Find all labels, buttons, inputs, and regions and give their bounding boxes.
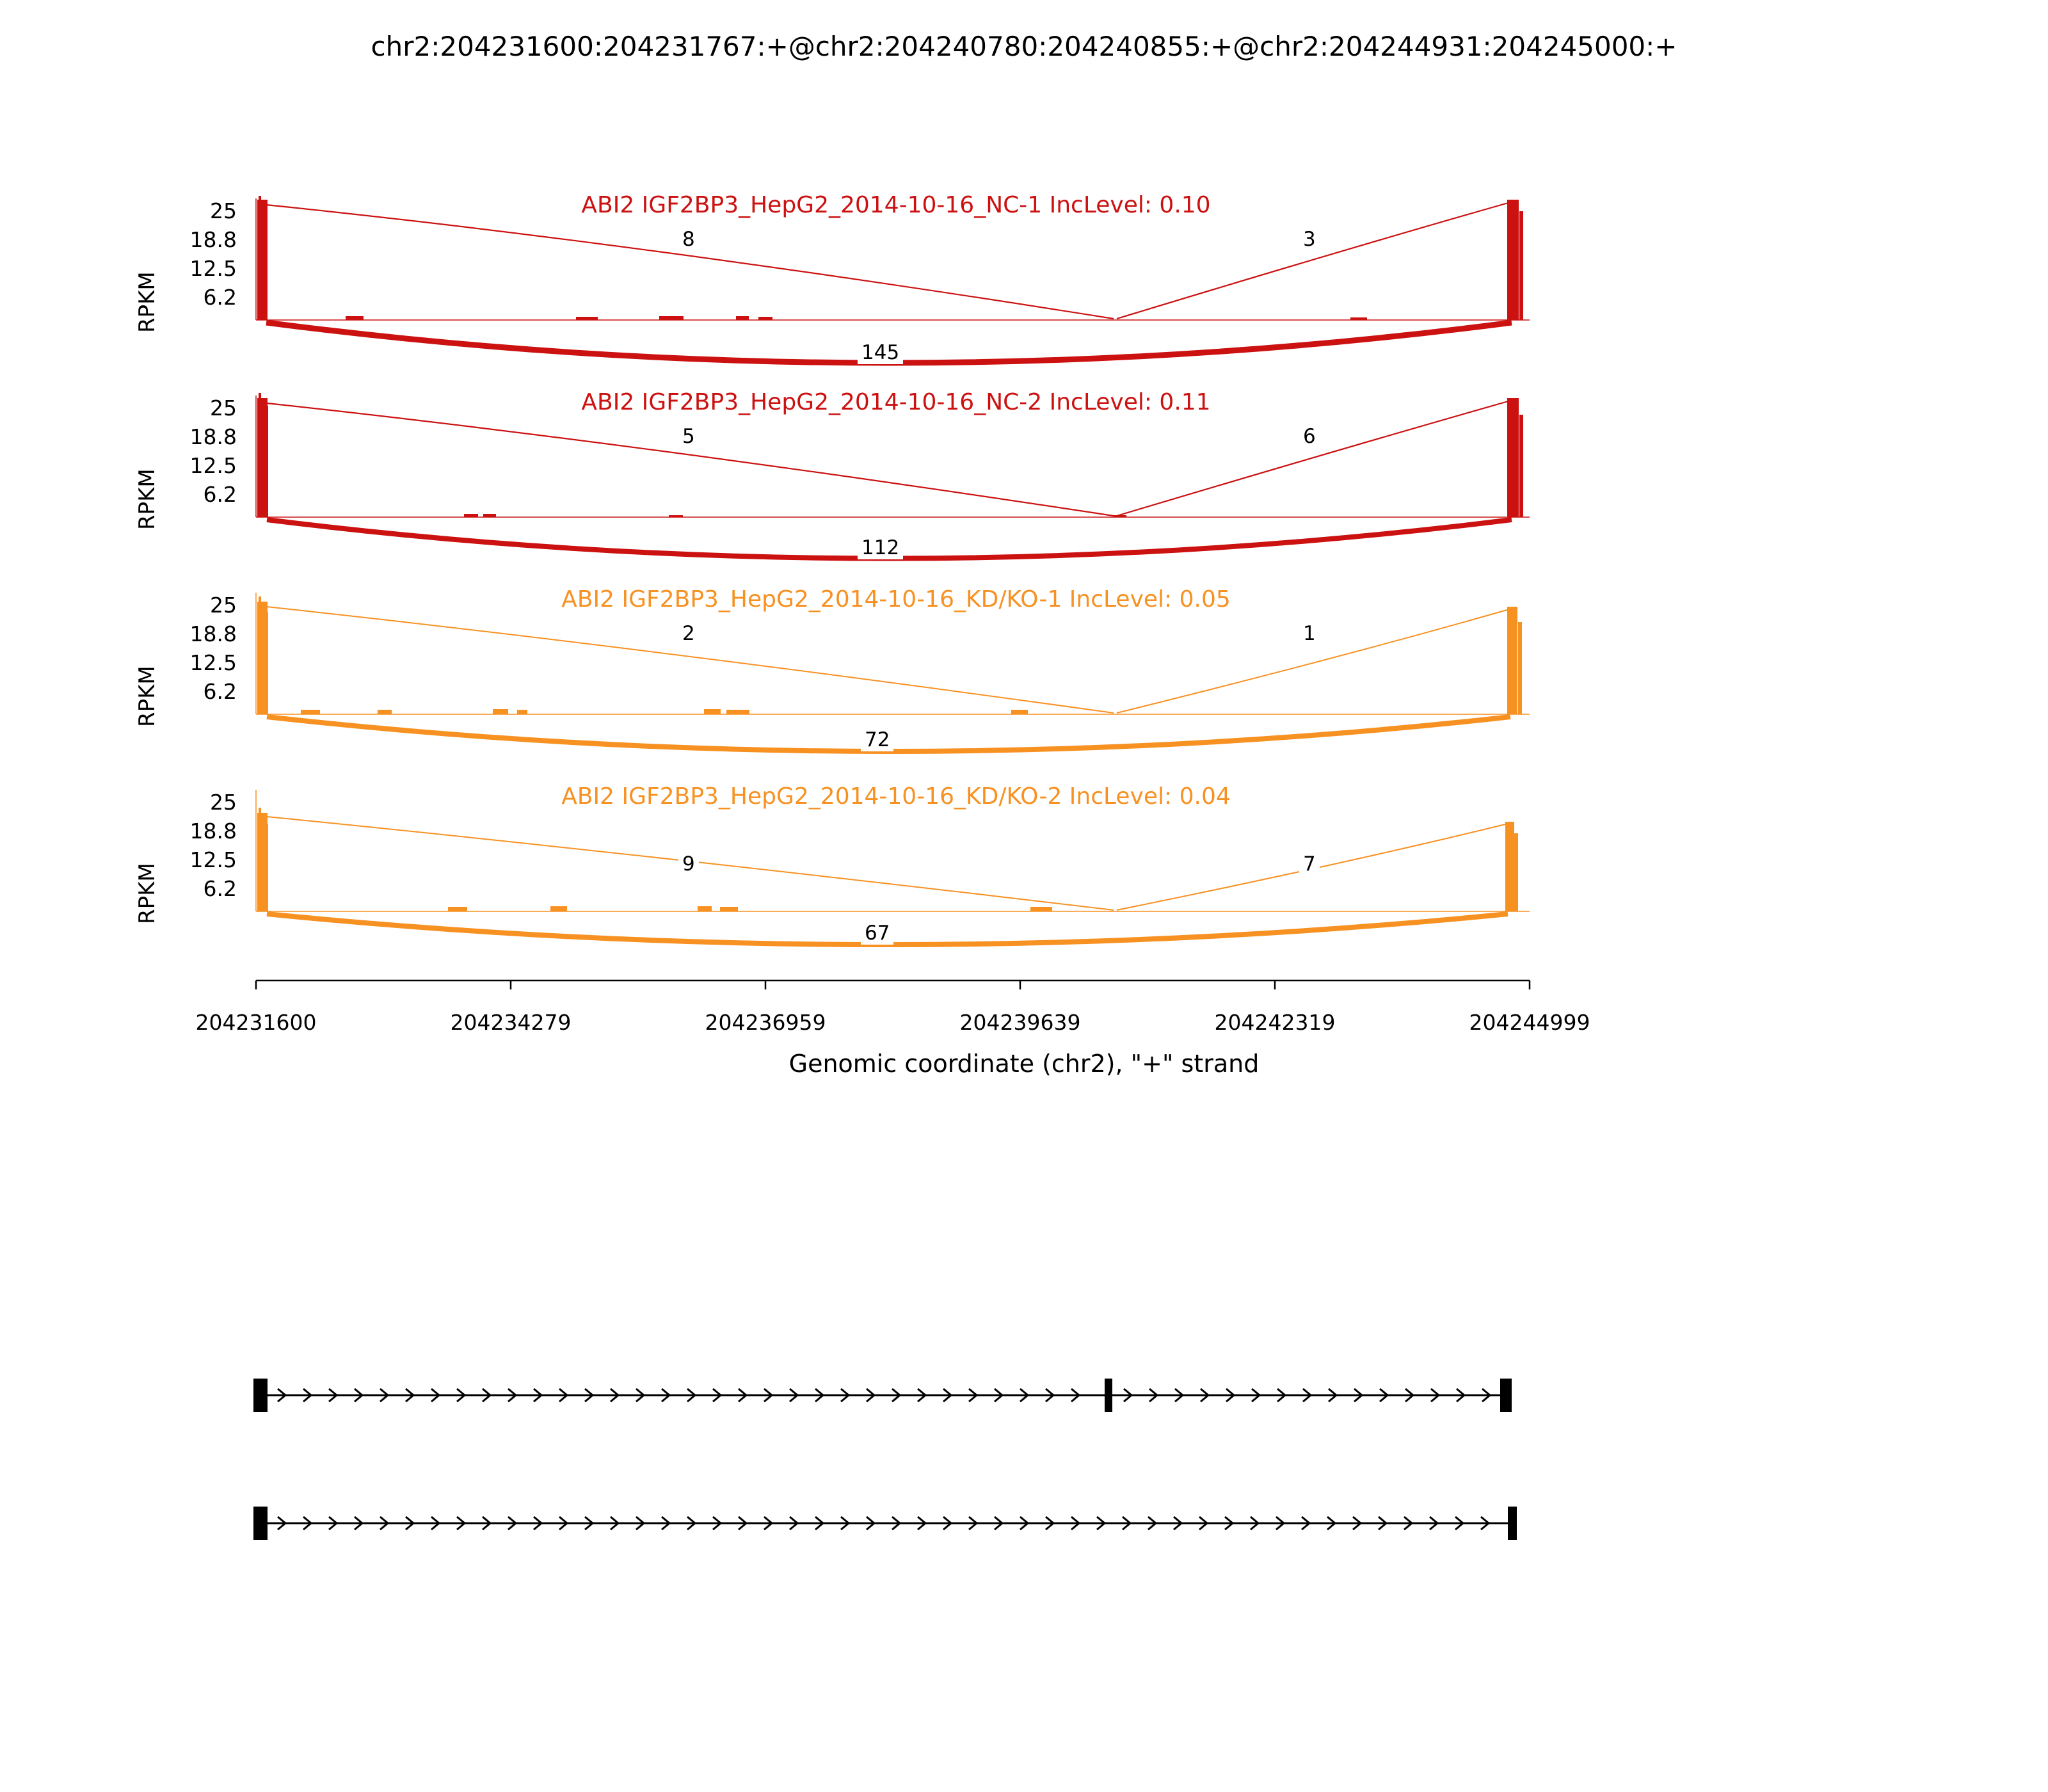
sashimi-plot-nc-2 xyxy=(0,389,2048,581)
y-axis-label-kd-2: RPKM xyxy=(134,863,160,924)
y-tick-18-8-kd-1: 18.8 xyxy=(189,621,237,646)
junction-count-kd-2-a: 9 xyxy=(678,852,699,876)
x-axis-label: Genomic coordinate (chr2), "+" strand xyxy=(788,1050,1260,1078)
x-axis-line xyxy=(0,978,2048,1004)
junction-count-nc-2-b: 6 xyxy=(1299,425,1320,448)
y-axis-label-nc-1: RPKM xyxy=(134,271,160,333)
panel-title-nc-1: ABI2 IGF2BP3_HepG2_2014-10-16_NC-1 IncLevel: 0.10 xyxy=(581,192,1211,218)
y-tick-6-2-nc-2: 6.2 xyxy=(203,482,237,507)
y-tick-12-5-kd-1: 12.5 xyxy=(189,650,237,675)
y-tick-18-8-kd-2: 18.8 xyxy=(189,819,237,844)
junction-count-kd-1-b: 1 xyxy=(1299,622,1320,645)
panel-title-kd-2: ABI2 IGF2BP3_HepG2_2014-10-16_KD/KO-2 IncLevel: 0.04 xyxy=(561,783,1231,810)
x-tick-1: 204234279 xyxy=(450,1010,572,1035)
y-tick-6-2-kd-1: 6.2 xyxy=(203,679,237,704)
transcript-skipping xyxy=(0,1498,2048,1549)
x-tick-2: 204236959 xyxy=(705,1010,826,1035)
y-tick-6-2-kd-2: 6.2 xyxy=(203,876,237,901)
x-tick-3: 204239639 xyxy=(959,1010,1081,1035)
junction-count-kd-2-c: 67 xyxy=(861,922,893,945)
y-tick-12-5-nc-1: 12.5 xyxy=(189,256,237,281)
y-tick-12-5-nc-2: 12.5 xyxy=(189,453,237,478)
junction-count-nc-2-c: 112 xyxy=(858,536,903,559)
sashimi-plot-kd-1 xyxy=(0,586,2048,778)
junction-count-nc-2-a: 5 xyxy=(678,425,699,448)
y-axis-label-nc-2: RPKM xyxy=(134,468,160,530)
transcript-skipping-track xyxy=(0,1498,2048,1549)
y-tick-18-8-nc-2: 18.8 xyxy=(189,424,237,449)
x-tick-4: 204242319 xyxy=(1214,1010,1336,1035)
sashimi-plot-nc-1 xyxy=(0,192,2048,384)
y-tick-6-2-nc-1: 6.2 xyxy=(203,285,237,310)
y-tick-25-nc-2: 25 xyxy=(210,396,237,420)
panel-title-nc-2: ABI2 IGF2BP3_HepG2_2014-10-16_NC-2 IncLevel: 0.11 xyxy=(581,389,1211,415)
y-tick-18-8-nc-1: 18.8 xyxy=(189,227,237,252)
sashimi-panel-kd-1 xyxy=(0,586,2048,778)
junction-count-kd-2-b: 7 xyxy=(1299,852,1320,876)
junction-count-nc-1-a: 8 xyxy=(678,228,699,251)
x-tick-0: 204231600 xyxy=(195,1010,317,1035)
sashimi-plot-kd-2 xyxy=(0,783,2048,975)
junction-count-kd-1-c: 72 xyxy=(861,728,893,751)
junction-count-kd-1-a: 2 xyxy=(678,622,699,645)
y-tick-25-nc-1: 25 xyxy=(210,198,237,223)
junction-count-nc-1-c: 145 xyxy=(858,341,903,364)
y-tick-25-kd-2: 25 xyxy=(210,790,237,815)
panel-title-kd-1: ABI2 IGF2BP3_HepG2_2014-10-16_KD/KO-1 IncLevel: 0.05 xyxy=(561,586,1231,612)
y-axis-label-kd-1: RPKM xyxy=(134,666,160,727)
sashimi-panel-kd-2 xyxy=(0,783,2048,975)
x-tick-5: 204244999 xyxy=(1469,1010,1590,1035)
transcript-inclusion-track xyxy=(0,1370,2048,1421)
sashimi-panel-nc-1 xyxy=(0,192,2048,384)
sashimi-panel-nc-2 xyxy=(0,389,2048,581)
junction-count-nc-1-b: 3 xyxy=(1299,228,1320,251)
page-title: chr2:204231600:204231767:+@chr2:204240780:204240855:+@chr2:204244931:204245000:+ xyxy=(371,31,1677,62)
y-tick-12-5-kd-2: 12.5 xyxy=(189,847,237,872)
transcript-inclusion xyxy=(0,1370,2048,1421)
y-tick-25-kd-1: 25 xyxy=(210,593,237,618)
